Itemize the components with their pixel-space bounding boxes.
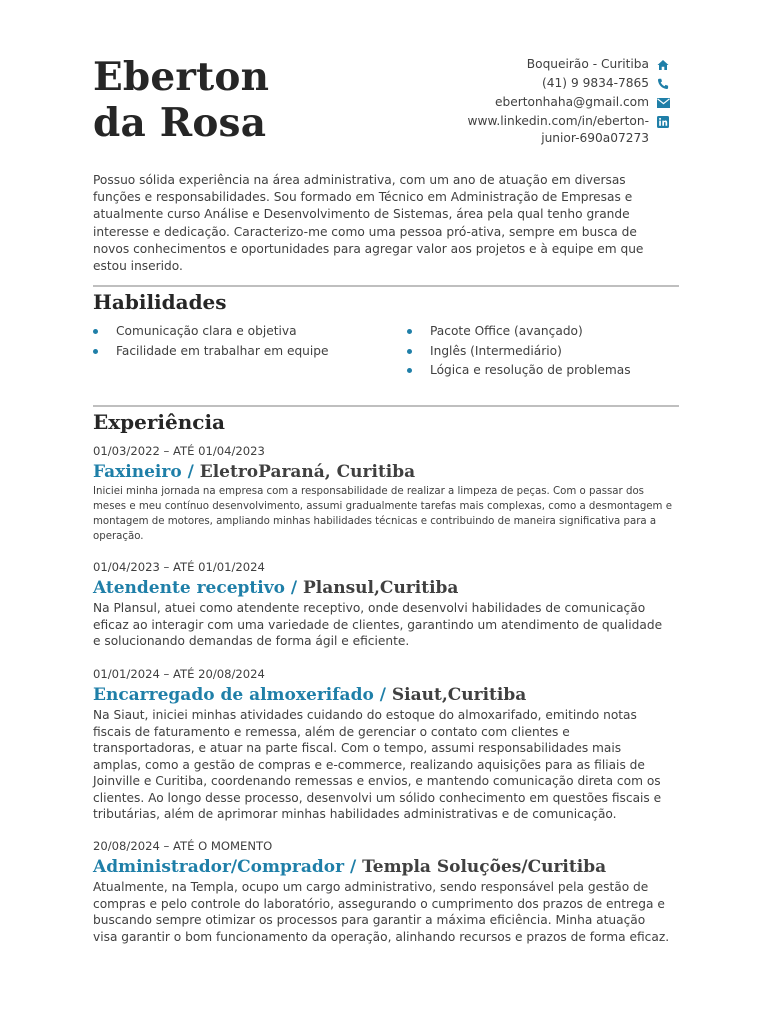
job-company: EletroParaná, Curitiba: [199, 462, 416, 482]
section-divider: [93, 285, 679, 287]
bullet-icon: [93, 329, 98, 334]
home-icon: [656, 55, 670, 74]
job-separator: /: [344, 857, 363, 877]
skills-column-2: [407, 322, 631, 381]
contact-linkedin: [410, 112, 670, 147]
skill-item: [407, 361, 631, 381]
job-title: [93, 684, 673, 706]
job-role: Faxineiro: [93, 462, 182, 482]
skill-label: Comunicação clara e objetiva: [116, 324, 297, 338]
bullet-icon: [407, 349, 412, 354]
job-dates: 01/03/2022 – ATÉ 01/04/2023: [93, 444, 265, 458]
skill-item: [407, 322, 631, 342]
contact-phone: [410, 74, 670, 93]
email-icon: [656, 93, 670, 112]
contact-email: [410, 93, 670, 112]
job-separator: /: [181, 462, 200, 482]
name-line-1: Eberton: [93, 54, 270, 100]
job-dates: 01/04/2023 – ATÉ 01/01/2024: [93, 560, 265, 574]
job-description: Iniciei minha jornada na empresa com a responsabilidade de realizar a limpeza de peças. Com o passar dos meses e meu contínuo desenvolvimento, assumi gradualmente tarefas mais complexas, como a desmontagem e montagem de motores, ampliando minhas habilidades técnicas e contribuindo de maneira significativa para a operação.: [93, 486, 672, 542]
email-text[interactable]: ebertonhaha@gmail.com: [494, 95, 649, 109]
skill-label: Facilidade em trabalhar em equipe: [116, 343, 329, 358]
bullet-icon: [93, 349, 98, 354]
skill-label: Lógica e resolução de problemas: [430, 363, 631, 377]
skills-heading: Habilidades: [93, 290, 227, 314]
skill-item: [93, 322, 407, 342]
job-description: Atualmente, na Templa, ocupo um cargo administrativo, sendo responsável pela gestão de compras e pelo controle do laboratório, assegurando o cumprimento dos prazos de entrega e buscando sempre otimizar os processos para garantir a máxima eficiência. Minha atuação visa garantir o bom funcionamento da operação, alinhando recursos e prazos de forma eficaz.: [93, 880, 670, 944]
job-role: Atendente receptivo: [93, 578, 285, 598]
skills-column-1: [93, 322, 407, 381]
job-company: Templa Soluções/Curitiba: [362, 857, 607, 877]
skills-list: [93, 322, 679, 381]
job-dates: 01/01/2024 – ATÉ 20/08/2024: [93, 667, 265, 681]
name-line-2: da Rosa: [93, 100, 267, 146]
bullet-icon: [407, 368, 412, 373]
profile-summary: Possuo sólida experiência na área administrativa, com um ano de atuação em diversas funções e responsabilidades. Sou formado em Técnico em Administração de Empresas e atualmente curso Análise e Desenvolvimento de Sistemas, área pela qual tenho grande interesse e dedicação. Caracterizo-me como uma pessoa pró-ativa, sempre em busca de novos conhecimentos e oportunidades para agregar valor aos projetos e à equipe em que estou inserido.: [93, 173, 644, 274]
skill-item: [93, 342, 407, 362]
location-text: Boqueirão - Curitiba: [526, 57, 649, 71]
job-separator: /: [373, 685, 392, 705]
linkedin-text[interactable]: www.linkedin.com/in/eberton-junior-690a07273: [467, 114, 649, 145]
skill-item: [407, 342, 631, 362]
job-company: Siaut,Curitiba: [391, 685, 527, 705]
section-divider: [93, 405, 679, 407]
job-dates: 20/08/2024 – ATÉ O MOMENTO: [93, 839, 273, 853]
contact-block: [410, 55, 670, 147]
job-description: Na Plansul, atuei como atendente receptivo, onde desenvolvi habilidades de comunicação eficaz ao interagir com uma variedade de clientes, garantindo um atendimento de qualidade e solucionando demandas de forma ágil e eficiente.: [93, 601, 663, 648]
job-title: [93, 856, 673, 878]
experience-heading: Experiência: [93, 410, 226, 434]
job-role: Encarregado de almoxerifado: [93, 685, 374, 705]
job-role: Administrador/Comprador: [93, 857, 345, 877]
skill-label: Pacote Office (avançado): [430, 324, 583, 338]
skill-label: Inglês (Intermediário): [430, 343, 562, 358]
linkedin-icon: [656, 112, 670, 131]
job-entry: [93, 559, 673, 650]
job-separator: /: [284, 578, 303, 598]
job-description: Na Siaut, iniciei minhas atividades cuidando do estoque do almoxarifado, emitindo notas fiscais de faturamento e remessa, além de gerenciar o contato com clientes e transportadoras, e atuar na parte fiscal. Com o tempo, assumi responsabilidades mais amplas, como a gestão de compras e e-commerce, realizando aquisições para as filiais de Joinville e Curitiba, coordenando remessas e envios, e mantendo comunicação direta com os clientes. Ao longo desse processo, desenvolvi um sólido conhecimento em questões fiscais e tributárias, além de aprimorar minhas habilidades administrativas e de comunicação.: [93, 708, 662, 821]
contact-location: [410, 55, 670, 74]
bullet-icon: [407, 329, 412, 334]
job-entry: [93, 443, 673, 544]
job-title: [93, 577, 673, 599]
job-entry: [93, 666, 673, 823]
candidate-name: [93, 54, 269, 146]
phone-icon: [656, 74, 670, 93]
job-company: Plansul,Curitiba: [302, 578, 459, 598]
phone-text[interactable]: (41) 9 9834-7865: [542, 76, 649, 90]
job-title: [93, 461, 673, 483]
job-entry: [93, 838, 673, 945]
